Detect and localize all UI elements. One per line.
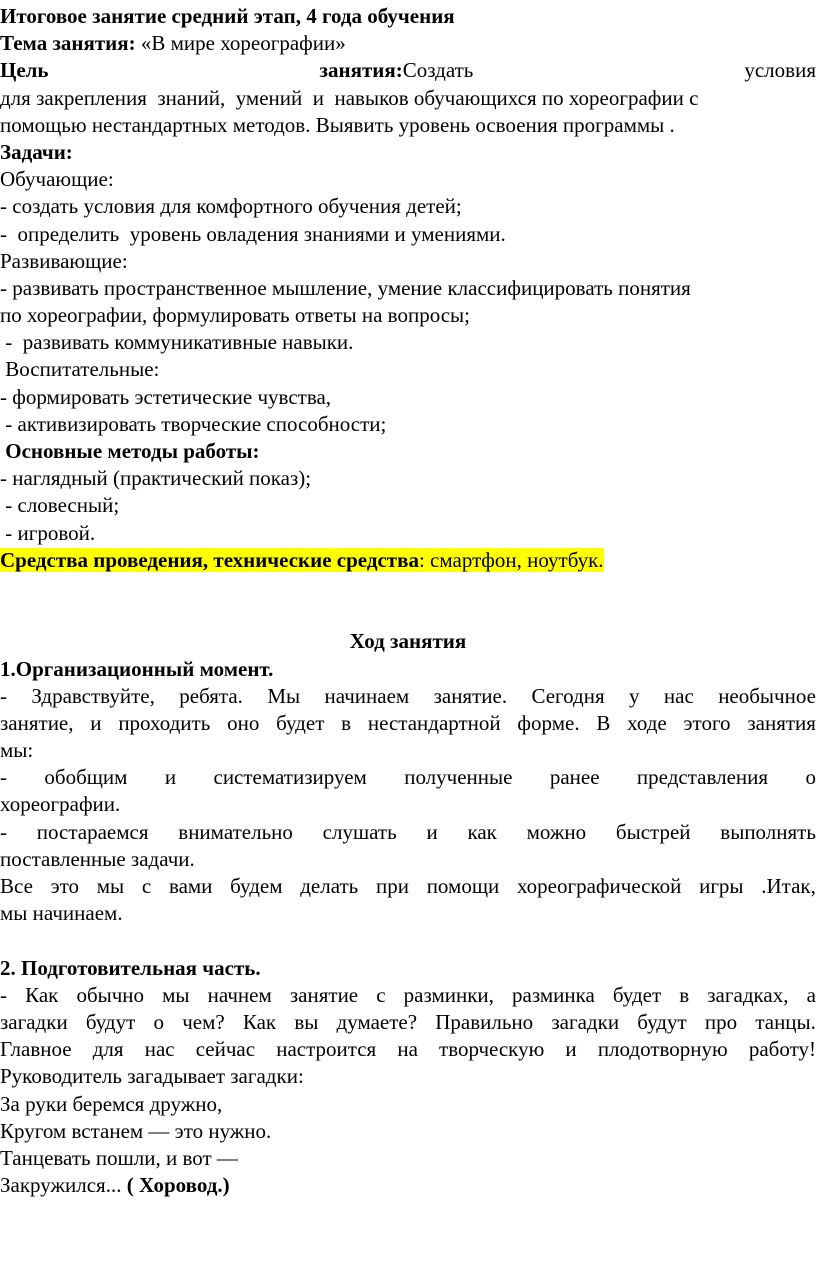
word: о [153,1009,164,1034]
educational-item: - активизировать творческие способности; [0,411,387,436]
word: загадках, [707,982,789,1007]
developing-label: Развивающие: [0,248,128,273]
part1-line-6 [0,819,816,846]
word: плодотворную [597,1037,728,1062]
word: Сегодня [531,683,605,708]
word: можно [526,819,587,844]
word: быстрей [615,819,691,844]
word: начнем [207,982,272,1007]
word: будет [276,710,325,735]
word: загадки [551,1009,620,1034]
word: разминки, [403,982,494,1007]
word: этого [683,710,731,735]
word: Правильно [435,1009,534,1034]
riddle-last-text: Закружился... [0,1173,127,1198]
part1-line-2 [0,710,816,737]
word: о [805,765,816,790]
part1-heading: 1.Организационный момент. [0,656,274,681]
part2-line-2 [0,1009,816,1036]
part2-line-4: Руководитель загадывает загадки: [0,1064,304,1089]
word: чем? [182,1009,225,1034]
word: обычно [76,982,145,1007]
word: будут [85,1009,136,1034]
word: и [426,819,438,844]
goal-word-1: Цель [0,58,49,83]
word: хореографической [516,874,682,898]
part1-line-5: хореографии. [0,792,121,817]
word: занятие [289,982,359,1007]
word: с [376,982,386,1007]
lesson-title: Итоговое занятие средний этап, 4 года обучения [0,4,455,28]
word: проходить [118,710,211,735]
part1-line-9: мы начинаем. [0,901,123,926]
word: а [806,982,816,1007]
part1-line-7: поставленные задачи. [0,846,195,871]
word: В [596,710,611,735]
goal-line-2: для закрепления знаний, умений и навыков обучающихся по хореографии с [0,85,699,110]
word: на [397,1037,418,1062]
word: внимательно [178,819,293,844]
teaching-item: - создать условия для комфортного обучения детей; [0,194,462,219]
part1-line-8 [0,873,816,900]
word: при [375,874,409,898]
word: помощи [426,874,500,898]
riddle-line: Танцевать пошли, и вот — [0,1145,238,1170]
riddle-answer-line [0,1172,816,1199]
word: нестандартной [367,710,501,735]
word: Как [242,1009,277,1034]
goal-word-2 [320,57,474,84]
word: представления [636,765,769,790]
word: в [679,982,690,1007]
means-line [0,547,816,574]
method-item: - наглядный (практический показ); [0,466,312,491]
riddle-line: За руки беремся дружно, [0,1091,223,1116]
word: разминка [512,982,595,1007]
part2-heading: 2. Подготовительная часть. [0,955,261,980]
means-highlight [0,548,604,572]
word: будут [637,1009,687,1034]
word: полученные [404,765,513,790]
goal-label: занятия: [319,58,403,83]
word: занятие. [433,683,508,708]
methods-heading: Основные методы работы: [0,439,260,463]
word: оно [227,710,260,735]
part2-line-1 [0,982,816,1009]
word: вами [168,874,213,898]
word: вы [294,1009,319,1034]
blank-line [0,601,816,628]
word: - [0,982,7,1007]
word: начинаем [324,683,410,708]
word: необычное [718,683,816,708]
goal-word-3: условия [744,58,816,83]
word: и [565,1037,577,1062]
word: игры [699,874,744,898]
method-item: - словесный; [0,493,120,518]
word: настроится [276,1037,377,1062]
developing-item: по хореографии, формулировать ответы на вопросы; [0,303,470,328]
educational-item: - формировать эстетические чувства, [0,384,332,409]
goal-line-1 [0,57,816,84]
word: и [164,765,177,790]
word: нас [144,1037,175,1062]
word: творческую [439,1037,545,1062]
word: Здравствуйте, [31,683,155,708]
educational-label: Воспитательные: [0,357,160,382]
part1-line-4 [0,764,816,791]
theme-line [0,30,816,57]
word: постараемся [36,819,149,844]
word: мы [96,874,125,898]
goal-line-3: помощью нестандартных методов. Выявить уровень освоения программы . [0,112,675,137]
theme-value: «В мире хореографии» [135,31,346,56]
part1-line-1 [0,683,816,710]
word: это [50,874,80,898]
word: ходе [627,710,667,735]
means-value: : смартфон, ноутбук. [418,547,604,572]
word: занятие, [0,710,74,735]
word: .Итак, [761,874,816,898]
word: думаете? [336,1009,418,1034]
word: Как [25,982,59,1007]
word: мы [162,982,190,1007]
word: Все [0,874,33,898]
word: сейчас [195,1037,256,1062]
word: нас [663,683,694,708]
word: - [0,819,7,844]
word: для [92,1037,124,1062]
word: Мы [267,683,301,708]
word: систематизируем [213,765,367,790]
word: занятия [747,710,816,735]
teaching-label: Обучающие: [0,167,114,192]
riddle-answer: ( Хоровод.) [126,1173,230,1198]
word: форме. [517,710,580,735]
lesson-progress-heading: Ход занятия [349,629,467,654]
word: ранее [549,765,600,790]
blank-line [0,574,816,601]
riddle-line: Кругом встанем — это нужно. [0,1118,272,1143]
word: выполнять [720,819,816,844]
means-label: Средства проведения, технические средства [0,547,419,572]
word: - [0,683,7,708]
word: будет [612,982,662,1007]
word: у [629,683,640,708]
word: будем [230,874,283,898]
word: делать [300,874,359,898]
word: в [341,710,352,735]
blank-line [0,927,816,954]
teaching-item: - определить уровень овладения знаниями и умениями. [0,221,506,246]
word: слушать [322,819,397,844]
word: с [141,874,152,898]
word: - [0,765,7,790]
theme-label: Тема занятия: [0,31,136,56]
word: и [90,710,102,735]
word: как [467,819,497,844]
developing-item: - развивать коммуникативные навыки. [0,330,354,355]
tasks-heading: Задачи: [0,139,73,164]
word: обобщим [44,765,128,790]
word: работу! [748,1037,816,1062]
developing-item: - развивать пространственное мышление, умение классифицировать понятия [0,275,691,300]
word: танцы. [755,1009,816,1034]
word: про [704,1009,738,1034]
part1-line-3: мы: [0,738,34,763]
word: Главное [0,1037,72,1062]
goal-text-start: Создать [402,58,474,83]
word: ребята. [179,683,243,708]
method-item: - игровой. [0,520,96,545]
part2-line-3 [0,1036,816,1063]
word: загадки [0,1009,68,1034]
